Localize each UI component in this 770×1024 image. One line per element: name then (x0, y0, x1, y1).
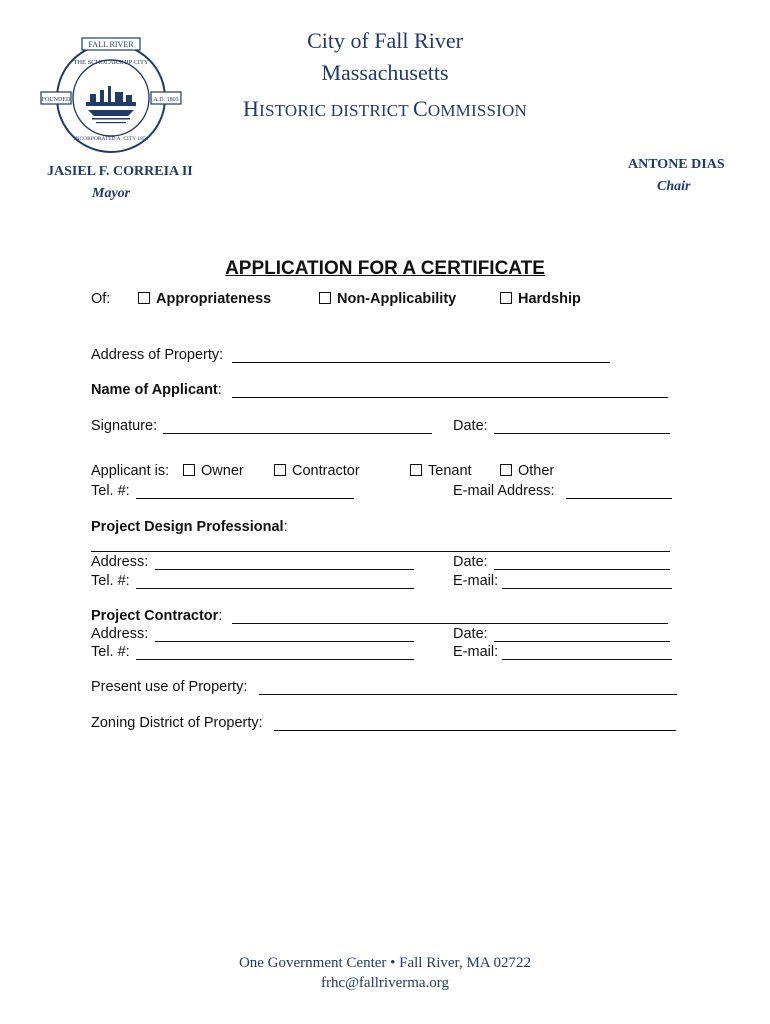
commission-initial-h: H (243, 96, 260, 121)
option-non-applicability[interactable] (319, 291, 456, 307)
applicant-email-field[interactable] (566, 498, 672, 499)
contractor-email-label: E-mail: (453, 644, 499, 660)
applicant-name-label: Name of Applicant (91, 382, 218, 398)
zoning-district-field[interactable] (274, 730, 676, 731)
checkbox-appropriateness[interactable] (138, 292, 150, 304)
checkbox-hardship[interactable] (500, 292, 512, 304)
applicant-email-label: E-mail Address: (453, 483, 555, 499)
city-name: City of Fall River (307, 28, 463, 53)
applicant-name-colon: : (217, 382, 222, 398)
address-of-property-label: Address of Property: (91, 347, 224, 363)
checkbox-other[interactable] (500, 464, 512, 476)
design-professional-name-field[interactable] (91, 551, 670, 552)
type-contractor-label: Contractor (292, 463, 360, 479)
type-tenant[interactable] (410, 463, 472, 479)
checkbox-owner[interactable] (183, 464, 195, 476)
design-tel-label: Tel. #: (91, 573, 130, 589)
present-use-label: Present use of Property: (91, 679, 248, 695)
type-other[interactable] (500, 463, 554, 479)
applicant-tel-label: Tel. #: (91, 483, 130, 499)
date-field[interactable] (494, 433, 670, 434)
design-date-label: Date: (453, 554, 488, 570)
contractor-address-label: Address: (91, 626, 149, 642)
mayor-name: JASIEL F. CORREIA II (47, 164, 193, 179)
state-name: Massachusetts (321, 60, 449, 85)
contractor-tel-field[interactable] (136, 659, 414, 660)
design-email-label: E-mail: (453, 573, 499, 589)
applicant-name-label-row (91, 382, 222, 398)
seal-incorporated-text: INCORPORATED A. CITY 1854 (73, 136, 149, 142)
option-hardship-label: Hardship (518, 291, 581, 307)
option-appropriateness[interactable] (138, 291, 271, 307)
commission-name (0, 96, 770, 122)
type-owner-label: Owner (201, 463, 244, 479)
type-tenant-label: Tenant (428, 463, 472, 479)
seal-motto-text: THE SCHOLARSHIP CITY (73, 59, 149, 66)
footer-address: One Government Center • Fall River, MA 02722 (238, 955, 532, 971)
contractor-colon: : (218, 608, 223, 624)
design-date-field[interactable] (494, 569, 670, 570)
option-non-applicability-label: Non-Applicability (337, 291, 457, 307)
commission-initial-c: C (413, 96, 428, 121)
option-appropriateness-label: Appropriateness (156, 291, 272, 307)
type-contractor[interactable] (274, 463, 360, 479)
date-label: Date: (453, 418, 488, 434)
footer-email: frhc@fallriverma.org (320, 975, 450, 991)
address-of-property-field[interactable] (232, 362, 610, 363)
design-professional-label-row (91, 519, 288, 535)
mayor-title: Mayor (92, 186, 131, 201)
seal-founded-text: FOUNDED (41, 97, 71, 103)
contractor-name-field[interactable] (232, 623, 668, 624)
contractor-date-label: Date: (453, 626, 488, 642)
present-use-field[interactable] (259, 694, 677, 695)
contractor-date-field[interactable] (494, 641, 670, 642)
form-title: APPLICATION FOR A CERTIFICATE (225, 258, 545, 279)
contractor-address-field[interactable] (155, 641, 414, 642)
of-label: Of: (91, 291, 111, 307)
design-professional-colon: : (283, 519, 288, 535)
commission-word-historic-district: ISTORIC DISTRICT (259, 101, 414, 120)
type-other-label: Other (518, 463, 555, 479)
option-hardship[interactable] (500, 291, 581, 307)
contractor-label: Project Contractor (91, 608, 219, 624)
checkbox-contractor[interactable] (274, 464, 286, 476)
checkbox-tenant[interactable] (410, 464, 422, 476)
zoning-district-label: Zoning District of Property: (91, 715, 263, 731)
chair-title: Chair (657, 179, 691, 194)
signature-label: Signature: (91, 418, 158, 434)
design-tel-field[interactable] (136, 588, 414, 589)
design-address-field[interactable] (155, 569, 414, 570)
applicant-name-field[interactable] (232, 397, 668, 398)
applicant-is-label: Applicant is: (91, 463, 170, 479)
checkbox-non-applicability[interactable] (319, 292, 331, 304)
contractor-email-field[interactable] (502, 659, 672, 660)
signature-field[interactable] (163, 433, 432, 434)
design-professional-label: Project Design Professional (91, 519, 284, 535)
applicant-tel-field[interactable] (136, 498, 354, 499)
seal-banner-text: FALL RIVER (88, 40, 134, 49)
seal-year-text: A.D. 1803 (153, 97, 179, 103)
commission-word-commission: OMMISSION (427, 101, 527, 120)
design-email-field[interactable] (502, 588, 672, 589)
contractor-label-row (91, 608, 222, 624)
type-owner[interactable] (183, 463, 244, 479)
contractor-tel-label: Tel. #: (91, 644, 130, 660)
chair-name: ANTONE DIAS (628, 157, 725, 172)
design-address-label: Address: (91, 554, 149, 570)
